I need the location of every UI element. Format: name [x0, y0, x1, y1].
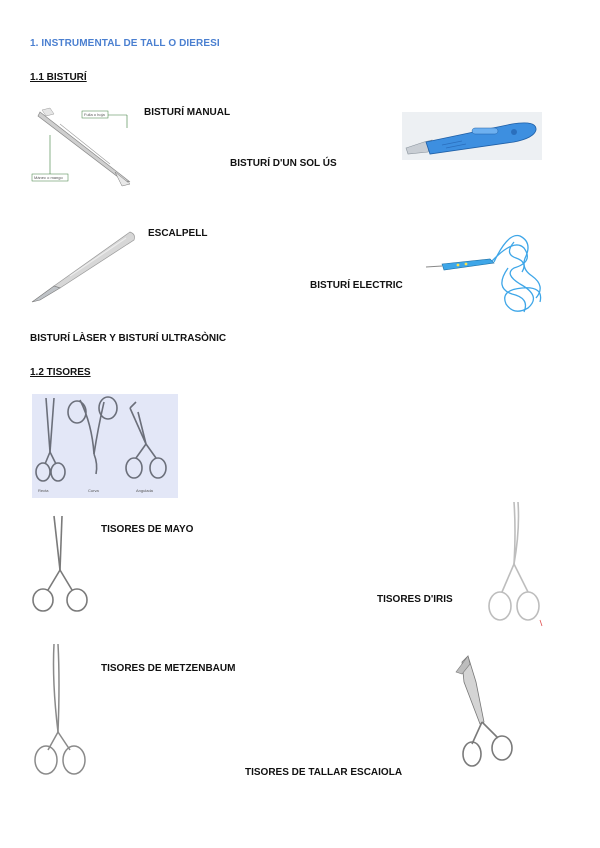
escaiola-scissors-image	[454, 652, 518, 772]
caption-curva: Curva	[88, 488, 99, 493]
electric-scalpel-image	[424, 228, 548, 320]
label-tisores-escaiola: TISORES DE TALLAR ESCAIOLA	[245, 767, 403, 778]
label-bisturi-sol-us: BISTURÍ D'UN SOL ÚS	[230, 158, 337, 169]
label-escalpell: ESCALPELL	[148, 228, 208, 239]
label-bisturi-electric: BISTURÍ ELECTRIC	[310, 280, 403, 291]
label-tisores-iris: TISORES D'IRIS	[377, 594, 453, 605]
metzenbaum-scissors-image	[32, 642, 90, 780]
caption-angulada: Angulada	[136, 488, 153, 493]
scalpel-manual-image	[30, 100, 135, 188]
diagram-label-side: Mànec o mango	[34, 175, 63, 180]
diagram-label-top: Fulla o hoja	[84, 112, 105, 117]
scissors-types-image	[32, 394, 178, 498]
tisores-heading: 1.2 TISORES	[30, 367, 91, 378]
label-tisores-mayo: TISORES DE MAYO	[101, 524, 194, 535]
mayo-scissors-image	[30, 514, 92, 614]
disposable-scalpel-image	[402, 112, 542, 160]
escalpell-image	[30, 228, 140, 306]
bisturi-heading: 1.1 BISTURÍ	[30, 72, 87, 83]
label-bisturi-manual: BISTURÍ MANUAL	[144, 107, 231, 118]
label-tisores-metzenbaum: TISORES DE METZENBAUM	[101, 663, 236, 674]
section-title: 1. INSTRUMENTAL DE TALL O DIERESI	[30, 38, 220, 49]
caption-recta: Recta	[38, 488, 49, 493]
iris-scissors-image	[484, 500, 544, 628]
label-bisturi-laser: BISTURÍ LÀSER Y BISTURÍ ULTRASÒNIC	[30, 333, 227, 344]
